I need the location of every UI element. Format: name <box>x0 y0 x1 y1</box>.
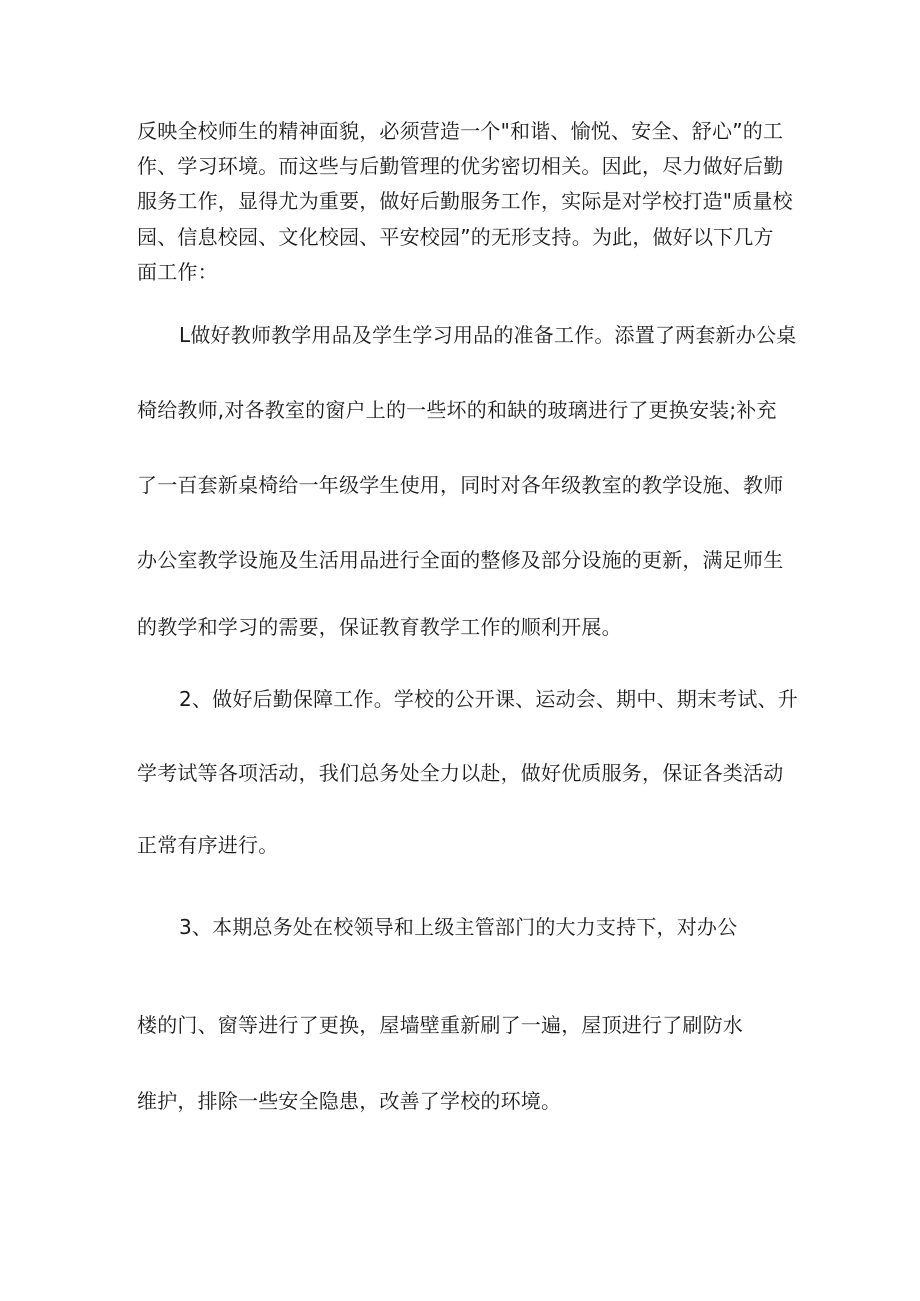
paragraph-3-line-1: 2、做好后勤保障工作。学校的公开课、运动会、期中、期末考试、升 <box>179 687 798 711</box>
paragraph-2-line-1: L做好教师教学用品及学生学习用品的准备工作。添置了两套新办公桌 <box>179 323 797 347</box>
paragraph-1-line-5: 面工作： <box>137 260 218 284</box>
paragraph-1-line-3: 服务工作，显得尤为重要，做好后勤服务工作，实际是对学校打造"质量校 <box>137 189 793 213</box>
paragraph-1-line-1: 反映全校师生的精神面貌，必须营造一个"和谐、愉悦、安全、舒心”的工 <box>137 119 784 143</box>
paragraph-4-line-3: 维护，排除一些安全隐患，改善了学校的环境。 <box>137 1089 562 1113</box>
paragraph-4-line-2: 楼的门、窗等进行了更换，屋墙壁重新刷了一遍，屋顶进行了刷防水 <box>137 1013 743 1037</box>
paragraph-2-line-4: 办公室教学设施及生活用品进行全面的整修及部分设施的更新，满足师生 <box>137 548 784 572</box>
paragraph-2-line-2: 椅给教师,对各教室的窗户上的一些坏的和缺的玻璃进行了更换安装;补充 <box>137 398 777 422</box>
paragraph-3-line-3: 正常有序进行。 <box>137 833 279 857</box>
paragraph-3-line-2: 学考试等各项活动，我们总务处全力以赴，做好优质服务，保证各类活动 <box>137 761 784 785</box>
paragraph-4-line-1: 3、本期总务处在校领导和上级主管部门的大力支持下，对办公 <box>179 915 738 939</box>
paragraph-2-line-5: 的教学和学习的需要，保证教育教学工作的顺利开展。 <box>137 615 622 639</box>
paragraph-1-line-4: 园、信息校园、文化校园、平安校园”的无形支持。为此，做好以下几方 <box>137 225 774 249</box>
paragraph-1-line-2: 作、学习环境。而这些与后勤管理的优劣密切相关。因此，尽力做好后勤 <box>137 154 784 178</box>
paragraph-2-line-3: 了一百套新桌椅给一年级学生使用，同时对各年级教室的教学设施、教师 <box>137 473 784 497</box>
